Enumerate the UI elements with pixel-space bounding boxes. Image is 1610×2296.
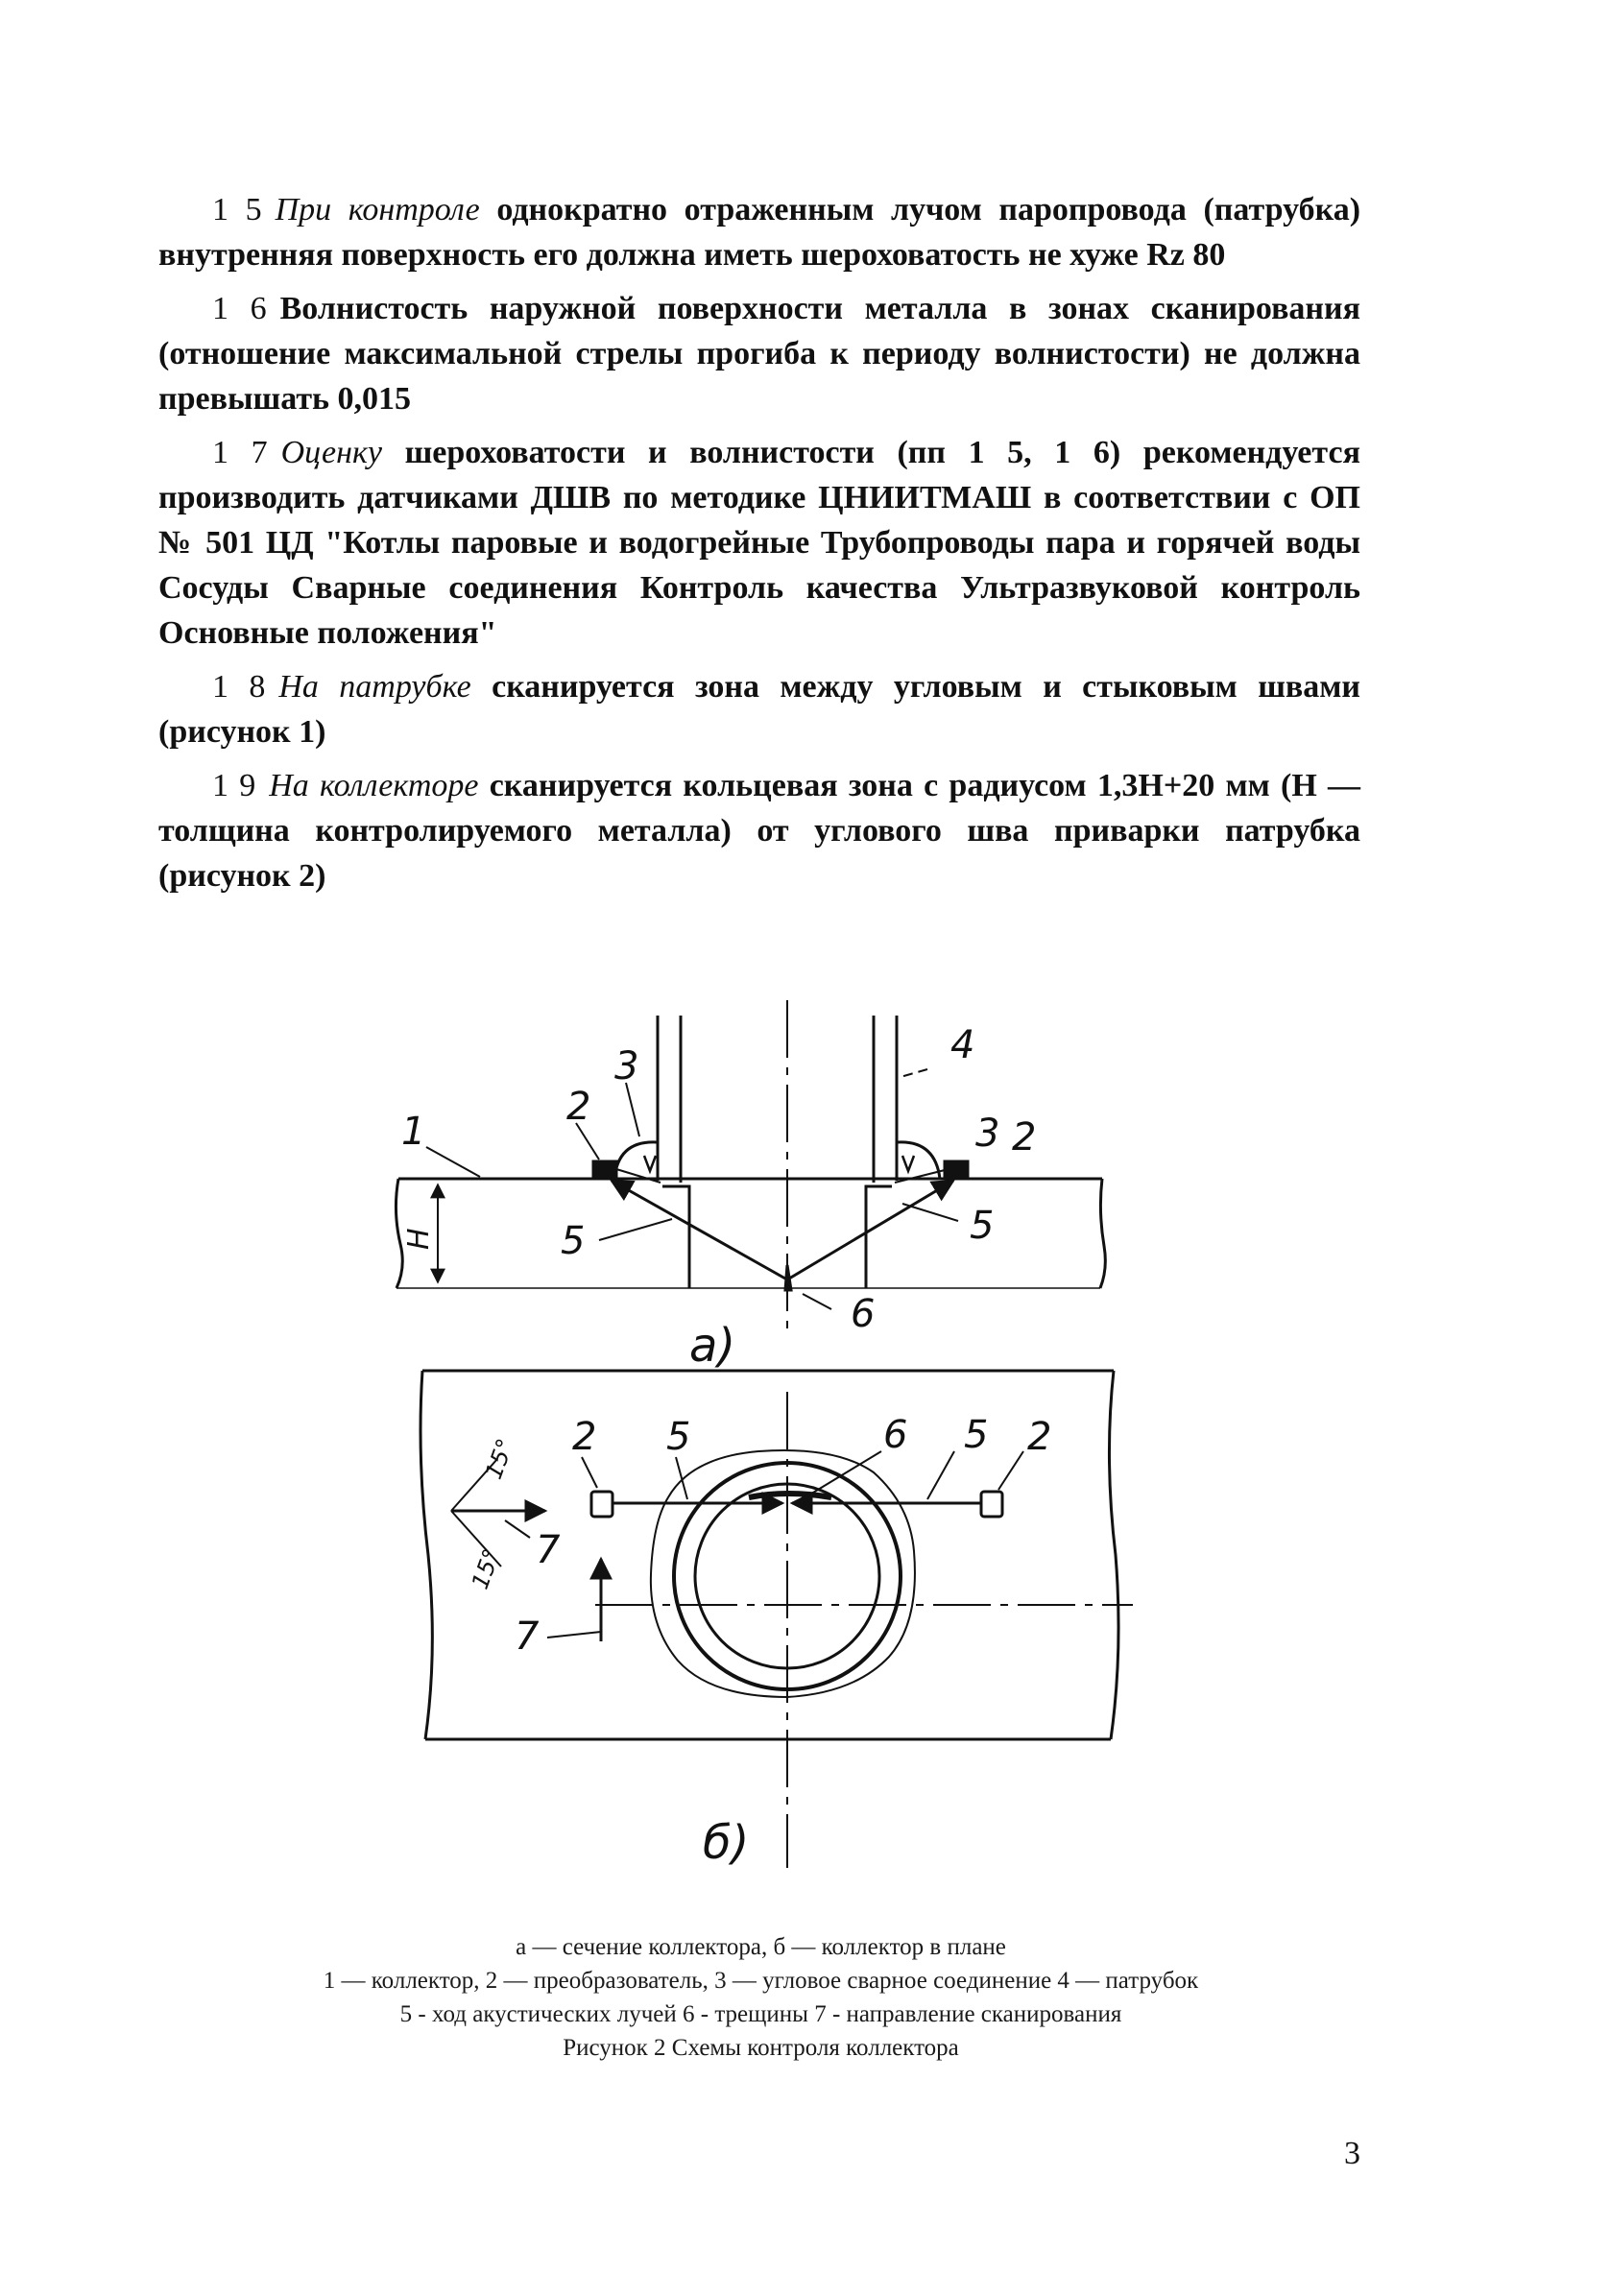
marker-3-left: 3 xyxy=(614,1044,639,1088)
paragraph-text: однократно отраженным лучом паропровода (патрубка) внутренняя поверхность его должна иметь шероховатость не хуже Rz 80 xyxy=(158,192,1361,273)
acoustic-ray-left-reflected xyxy=(616,1169,661,1183)
leader-2-plan-right xyxy=(998,1451,1023,1490)
leader-5-left xyxy=(599,1219,672,1240)
leader-7-plan xyxy=(547,1632,601,1638)
leader-5-plan-right xyxy=(927,1451,954,1499)
transducer-plan-left xyxy=(591,1492,613,1517)
angle-label-upper: 15° xyxy=(479,1435,519,1483)
paragraph-number: 1 8 xyxy=(212,669,266,705)
caption-views: а — сечение коллектора, б — коллектор в плане xyxy=(516,1934,1006,1960)
figure-caption xyxy=(154,1933,1368,2068)
section-view-a xyxy=(396,1000,1105,1336)
marker-2-left: 2 xyxy=(566,1085,591,1129)
paragraph-lead: Оценку xyxy=(280,435,382,470)
marker-2-plan-left: 2 xyxy=(572,1415,597,1459)
hole-left-edge xyxy=(662,1186,689,1288)
paragraph-lead: При контроле xyxy=(275,192,480,227)
marker-5-right: 5 xyxy=(970,1204,995,1248)
leader-3-left xyxy=(626,1083,639,1136)
hole-right-edge xyxy=(866,1186,892,1288)
part-b-label: б) xyxy=(703,1816,750,1870)
collector-right-break xyxy=(1100,1179,1105,1288)
paragraph-number: 1 9 xyxy=(212,768,256,803)
marker-6-a: 6 xyxy=(851,1292,876,1336)
plan-outline-right xyxy=(1109,1371,1118,1739)
transducer-left xyxy=(593,1161,616,1177)
marker-3-right: 3 xyxy=(975,1112,1000,1156)
paragraph-number: 1 6 xyxy=(212,291,267,326)
leader-1 xyxy=(426,1147,480,1177)
marker-5-plan-right: 5 xyxy=(964,1413,989,1457)
acoustic-ray-right-incident xyxy=(789,1181,953,1279)
marker-7-angle: 7 xyxy=(536,1528,561,1572)
leader-4 xyxy=(901,1069,927,1077)
paragraph-text: сканируется зона между угловым и стыковым швами (рисунок 1) xyxy=(158,669,1361,750)
paragraph-number: 1 7 xyxy=(212,435,268,470)
crack-arc xyxy=(749,1494,831,1497)
leader-6-a xyxy=(803,1294,831,1309)
caption-legend-2: 5 - ход акустических лучей 6 - трещины 7 - направление сканирования xyxy=(399,2001,1122,2027)
page-number: 3 xyxy=(1344,2136,1360,2171)
leader-5-plan-left xyxy=(676,1457,687,1499)
leader-2-plan-left xyxy=(582,1457,597,1488)
marker-1: 1 xyxy=(401,1110,426,1154)
fillet-weld-right-v xyxy=(902,1156,914,1171)
transducer-plan-right xyxy=(981,1492,1002,1517)
paragraph-text: Волнистость наружной поверхности металла в зонах сканирования (отношение максимальной стрелы прогиба к периоду волнистости) не должна превышать 0,015 xyxy=(158,291,1361,417)
marker-6-plan: 6 xyxy=(883,1413,908,1457)
caption-figure-title: Рисунок 2 Схемы контроля коллектора xyxy=(563,2035,959,2061)
leader-5-right xyxy=(902,1204,958,1221)
caption-legend-1: 1 — коллектор, 2 — преобразователь, 3 — угловое сварное соединение 4 — патрубок xyxy=(323,1968,1199,1994)
marker-4: 4 xyxy=(950,1023,975,1067)
paragraph-text: сканируется кольцевая зона с радиусом 1,3Н+20 мм (Н — толщина контролируемого металла) от углового шва приварки патрубка (рисунок 2) xyxy=(158,768,1361,894)
fillet-weld-left-v xyxy=(644,1156,656,1171)
angle-label-lower: 15° xyxy=(466,1544,506,1593)
plan-outline-left xyxy=(421,1371,432,1739)
marker-2-plan-right: 2 xyxy=(1027,1415,1052,1459)
marker-5-plan-left: 5 xyxy=(666,1415,691,1459)
leader-7-angle xyxy=(505,1520,530,1538)
paragraph-lead: На коллекторе xyxy=(269,768,479,803)
paragraph-number: 1 5 xyxy=(212,192,262,227)
thickness-label: H xyxy=(402,1228,436,1250)
marker-7-plan: 7 xyxy=(515,1614,540,1659)
part-a-label: а) xyxy=(689,1319,736,1373)
paragraph-text: шероховатости и волнистости (пп 1 5, 1 6) рекомендуется производить датчиками ДШВ по методике ЦНИИТМАШ в соответствии с ОП № 501 ЦД "Котлы паровые и водогрейные Трубопроводы пара и горячей воды Сосуды Сварные соединения Контроль качества Ультразвуковой контроль Основные положения" xyxy=(158,435,1361,651)
marker-5-left: 5 xyxy=(561,1219,586,1263)
scanning-zone-outline xyxy=(651,1450,915,1697)
paragraph-lead: На патрубке xyxy=(278,669,471,705)
marker-2-right: 2 xyxy=(1012,1115,1037,1160)
